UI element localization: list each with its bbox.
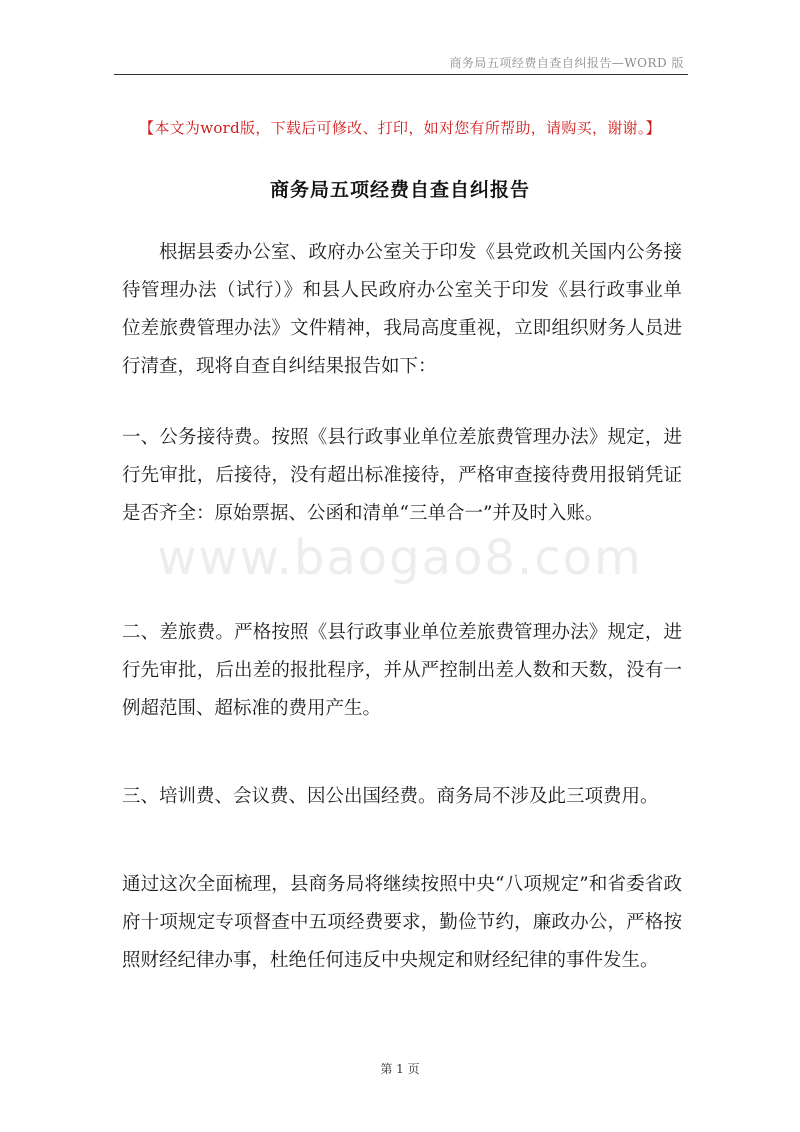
page-number: 第 1 页 xyxy=(380,1062,420,1076)
intro-paragraph: 根据县委办公室、政府办公室关于印发《县党政机关国内公务接待管理办法（试行）》和县人民政府办公室关于印发《县行政事业单位差旅费管理办法》文件精神，我局高度重视，立即组织财务人员进行清查，现将自查自纠结果报告如下： xyxy=(122,242,682,377)
watermark: www.baogao8.com xyxy=(157,530,643,586)
training-meeting-fee-paragraph: 三、培训费、会议费、因公出国经费。商务局不涉及此三项费用。 xyxy=(122,786,659,807)
header-divider xyxy=(114,74,688,75)
conclusion-paragraph: 通过这次全面梳理，县商务局将继续按照中央“八项规定”和省委省政府十项规定专项督查中五项经费要求，勤俭节约，廉政办公，严格按照财经纪律办事，杜绝任何违反中央规定和财经纪律的事件发生。 xyxy=(122,874,682,971)
document-header-label: 商务局五项经费自查自纠报告—WORD 版 xyxy=(449,56,684,70)
purchase-notice: 【本文为word版，下载后可修改、打印，如对您有所帮助，请购买，谢谢。】 xyxy=(139,119,661,137)
travel-fee-paragraph: 二、差旅费。严格按照《县行政事业单位差旅费管理办法》规定，进行先审批，后出差的报批程序，并从严控制出差人数和天数，没有一例超范围、超标准的费用产生。 xyxy=(122,622,682,719)
document-title: 商务局五项经费自查自纠报告 xyxy=(269,179,530,201)
reception-fee-paragraph: 一、公务接待费。按照《县行政事业单位差旅费管理办法》规定，进行先审批，后接待，没有超出标准接待，严格审查接待费用报销凭证是否齐全：原始票据、公函和清单“三单合一”并及时入账。 xyxy=(122,427,682,524)
